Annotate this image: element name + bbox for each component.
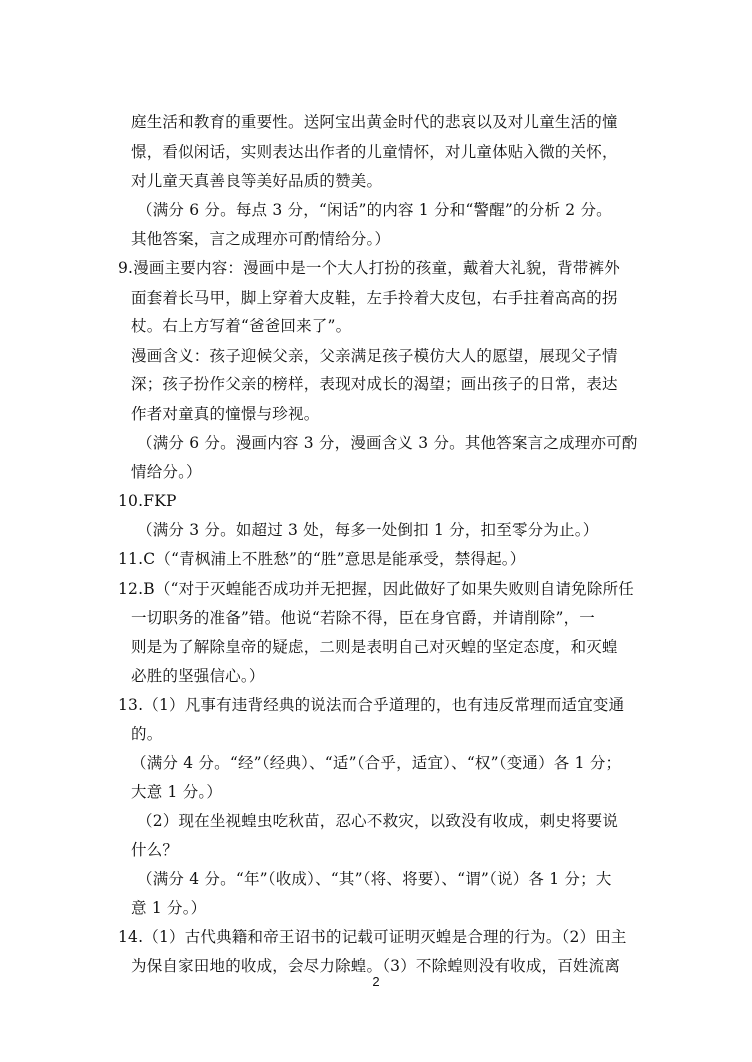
text-line: 则是为了解除皇帝的疑虑，二则是表明自己对灭蝗的坚定态度，和灭蝗 <box>131 638 618 656</box>
question-9-line: 9.漫画主要内容：漫画中是一个大人打扮的孩童，戴着大礼貌，背带裤外 <box>118 259 620 277</box>
text-line: 意 1 分。） <box>131 899 207 917</box>
text-line: （满分 4 分。“年”（收成）、“其”（将、将要）、“谓”（说）各 1 分；大 <box>137 870 612 888</box>
text-line: （满分 6 分。漫画内容 3 分，漫画含义 3 分。其他答案言之成理亦可酌 <box>137 434 638 452</box>
question-13-line: 13.（1）凡事有违背经典的说法而合乎道理的，也有违反常理而适宜变通 <box>118 696 625 714</box>
text-line: 必胜的坚强信心。） <box>131 667 265 685</box>
text-line: 面套着长马甲，脚上穿着大皮鞋，左手拎着大皮包，右手拄着高高的拐 <box>131 289 618 307</box>
text-line: 一切职务的准备”错。他说“若除不得，臣在身官爵，并请削除”，一 <box>131 609 595 627</box>
text-line: 情给分。） <box>131 463 202 481</box>
question-14-line: 14.（1）古代典籍和帝王诏书的记载可证明灭蝗是合理的行为。（2）田主 <box>118 928 627 946</box>
question-12-line: 12.B（“对于灭蝗能否成功并无把握，因此做好了如果失败则自请免除所任 <box>118 580 634 598</box>
text-line: 其他答案，言之成理亦可酌情给分。） <box>131 230 391 248</box>
text-line: 什么？ <box>131 841 179 859</box>
text-line: 大意 1 分。） <box>131 783 223 801</box>
text-line: 的。 <box>131 725 163 743</box>
page-number: 2 <box>372 974 380 989</box>
text-line: （满分 3 分。如超过 3 处，每多一处倒扣 1 分，扣至零分为止。） <box>137 521 599 539</box>
text-line: （2）现在坐视蝗虫吃秋苗，忍心不救灾，以致没有收成，刺史将要说 <box>137 812 619 830</box>
text-line: 作者对童真的憧憬与珍视。 <box>131 405 320 423</box>
text-line: 对儿童天真善良等美好品质的赞美。 <box>131 172 383 190</box>
text-line: 庭生活和教育的重要性。送阿宝出黄金时代的悲哀以及对儿童生活的憧 <box>131 113 618 131</box>
question-10-line: 10.FKP <box>118 492 177 510</box>
text-line: （满分 6 分。每点 3 分，“闲话”的内容 1 分和“警醒”的分析 2 分。 <box>137 201 612 219</box>
text-line: 深；孩子扮作父亲的榜样，表现对成长的渴望；画出孩子的日常，表达 <box>131 375 618 393</box>
question-11-line: 11.C（“青枫浦上不胜愁”的“胜”意思是能承受，禁得起。） <box>118 550 526 568</box>
text-line: 憬，看似闲话，实则表达出作者的儿童情怀，对儿童体贴入微的关怀， <box>131 143 618 161</box>
text-line: 杖。右上方写着“爸爸回来了”。 <box>131 317 352 335</box>
text-line: 为保自家田地的收成，会尽力除蝗。（3）不除蝗则没有收成，百姓流离 <box>131 957 621 975</box>
text-line: 漫画含义：孩子迎候父亲，父亲满足孩子模仿大人的愿望，展现父子情 <box>131 347 618 365</box>
text-line: （满分 4 分。“经”（经典）、“适”（合乎，适宜）、“权”（变通）各 1 分； <box>131 754 622 772</box>
